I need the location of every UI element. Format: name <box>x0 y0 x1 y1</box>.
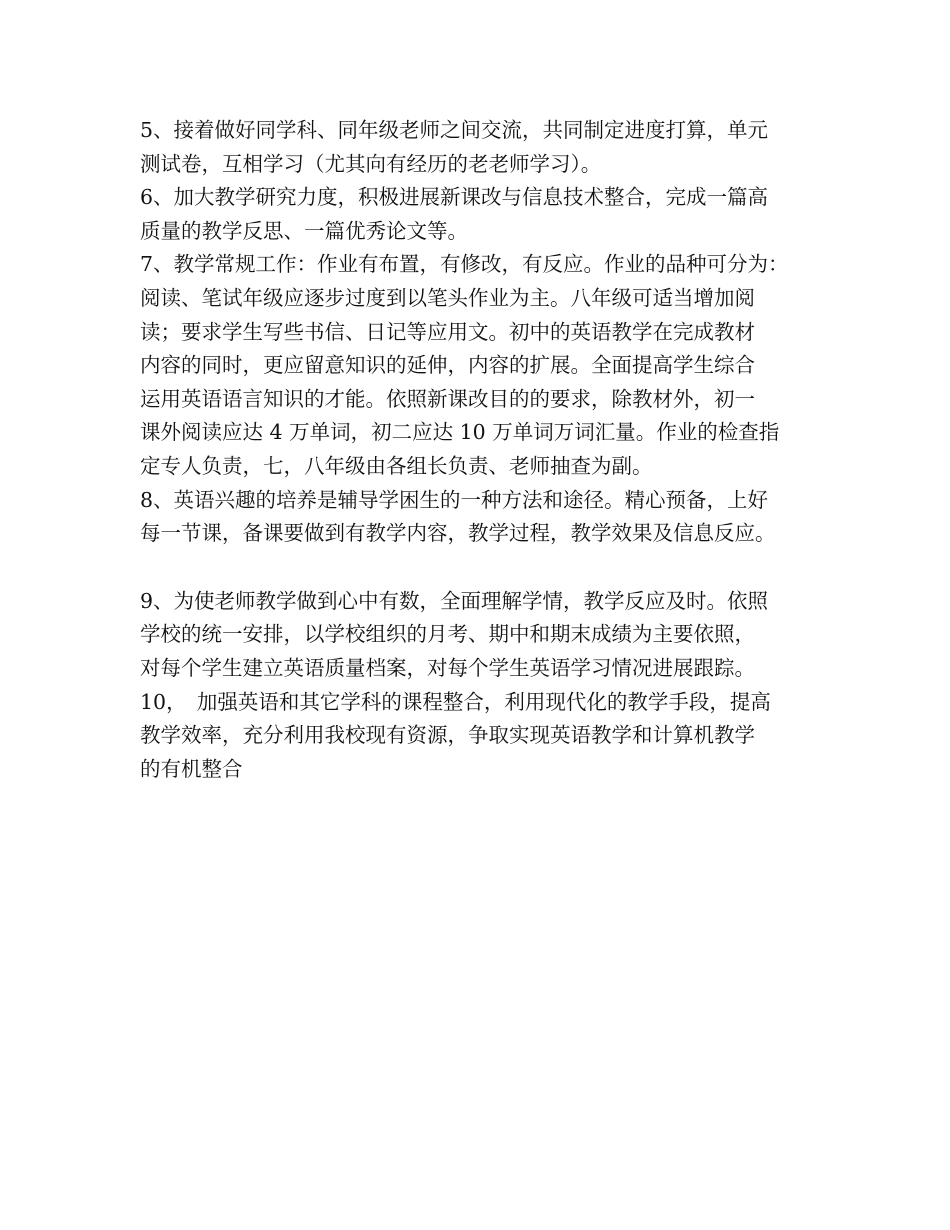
text-line: 对每个学生建立英语质量档案，对每个学生英语学习情况进展跟踪。 <box>140 655 755 680</box>
paragraph-item-10 <box>140 686 830 787</box>
text-line: 7、教学常规工作：作业有布置，有修改，有反应。作业的品种可分为： <box>140 252 789 277</box>
text-line: 读；要求学生写些书信、日记等应用文。初中的英语教学在完成教材 <box>140 319 755 344</box>
paragraph-item-6 <box>140 181 830 248</box>
text-line: 教学效率，充分利用我校现有资源，争取实现英语教学和计算机教学 <box>140 723 755 748</box>
paragraph-spacer <box>140 551 830 585</box>
text-line: 的有机整合 <box>140 756 243 781</box>
text-line: 测试卷，互相学习（尤其向有经历的老老师学习）。 <box>140 151 602 176</box>
text-line: 8、英语兴趣的培养是辅导学困生的一种方法和途径。精心预备，上好 <box>140 487 769 512</box>
text-line: 学校的统一安排，以学校组织的月考、期中和期末成绩为主要依照， <box>140 622 755 647</box>
text-line: 质量的教学反思、一篇优秀论文等。 <box>140 218 468 243</box>
text-line: 6、加大教学研究力度，积极进展新课改与信息技术整合，完成一篇高 <box>140 185 769 210</box>
text-line: 10， 加强英语和其它学科的课程整合，利用现代化的教学手段，提高 <box>140 689 771 714</box>
document-body <box>140 114 830 786</box>
text-line: 定专人负责，七，八年级由各组长负责、老师抽查为副。 <box>140 453 653 478</box>
paragraph-item-5 <box>140 114 830 181</box>
text-line: 5、接着做好同学科、同年级老师之间交流，共同制定进度打算，单元 <box>140 118 769 142</box>
text-line: 课外阅读应达 4 万单词，初二应达 10 万单词万词汇量。作业的检查指 <box>140 420 780 445</box>
text-line: 阅读、笔试年级应逐步过度到以笔头作业为主。八年级可适当增加阅 <box>140 285 755 310</box>
paragraph-item-8 <box>140 484 830 551</box>
paragraph-item-9 <box>140 585 830 686</box>
text-line: 每一节课，备课要做到有教学内容，教学过程，教学效果及信息反应。 <box>140 521 776 546</box>
text-line: 内容的同时，更应留意知识的延伸，内容的扩展。全面提高学生综合 <box>140 353 755 378</box>
text-line: 9、为使老师教学做到心中有数，全面理解学情，教学反应及时。依照 <box>140 588 769 613</box>
text-line: 运用英语语言知识的才能。依照新课改目的的要求，除教材外，初一 <box>140 386 755 411</box>
paragraph-item-7 <box>140 248 830 483</box>
